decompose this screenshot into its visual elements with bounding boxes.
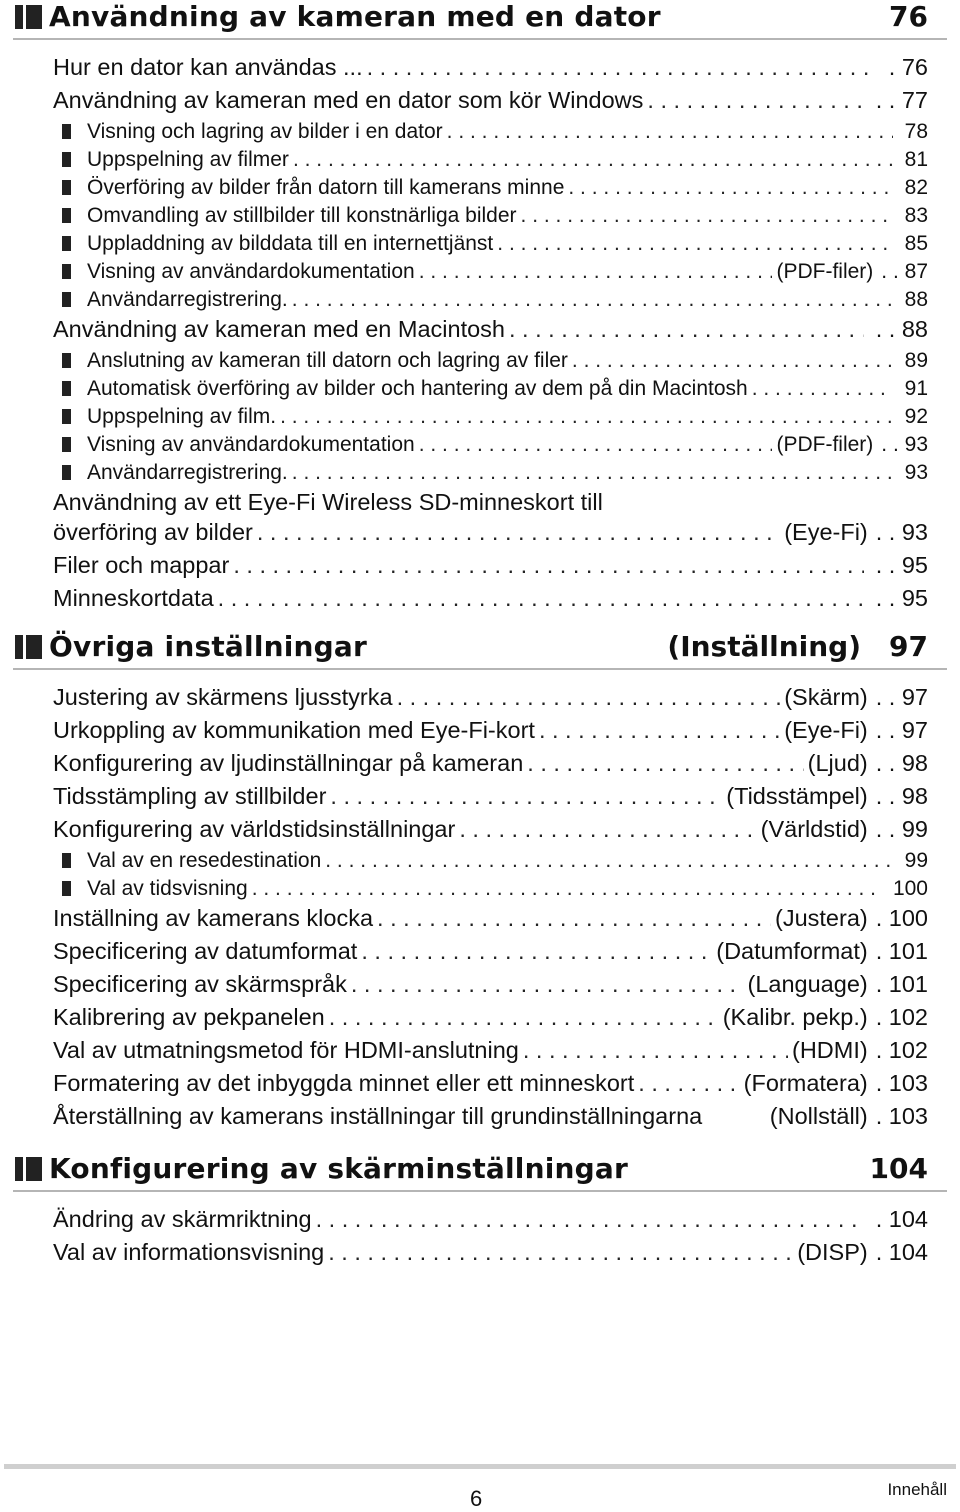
square-bullet-icon — [62, 465, 71, 480]
square-bullet-icon — [62, 381, 71, 396]
section-marker-icon — [15, 1157, 45, 1181]
dot-leader — [497, 232, 892, 256]
entry-label: Minneskortdata — [53, 585, 214, 611]
toc-subentry[interactable] — [53, 120, 928, 148]
section-title: Konfigurering av skärminställningar — [49, 1152, 629, 1185]
entry-note: (Eye-Fi) — [784, 717, 868, 743]
dot-leader — [521, 204, 893, 228]
toc-subentry[interactable] — [53, 204, 928, 232]
section-header — [13, 1152, 947, 1192]
entry-label: Val av en resedestination — [87, 849, 322, 872]
entry-label: Formatering av det inbyggda minnet eller ett minneskort — [53, 1070, 635, 1096]
entry-page-number: . . 95 — [875, 552, 928, 578]
entry-label: Kalibrering av pekpanelen — [53, 1004, 325, 1030]
entry-label: Användarregistrering. — [87, 461, 288, 484]
toc-subentry[interactable] — [53, 461, 928, 489]
dot-leader — [280, 405, 893, 429]
entry-page-number: . . 97 — [875, 684, 928, 710]
entry-label: Uppspelning av filmer — [87, 148, 289, 171]
entry-label: Uppspelning av film. — [87, 405, 277, 428]
entry-page-number: . 104 — [875, 1206, 928, 1232]
toc-entry[interactable] — [53, 750, 928, 783]
toc-entry-list — [0, 54, 960, 618]
toc-subentry[interactable] — [53, 288, 928, 316]
section-marker-bar — [15, 635, 23, 659]
dot-leader — [539, 717, 780, 744]
entry-page-number: . . 87 — [881, 260, 928, 283]
entry-label: Urkoppling av kommunikation med Eye-Fi-kort — [53, 717, 535, 743]
section-header — [13, 630, 947, 670]
entry-page-number: 78 — [904, 120, 928, 143]
square-bullet-icon — [62, 264, 71, 279]
dot-leader — [647, 87, 863, 114]
entry-label: Justering av skärmens ljusstyrka — [53, 684, 393, 710]
dot-leader — [447, 120, 893, 144]
square-bullet-icon — [62, 853, 71, 868]
toc-entry[interactable] — [53, 717, 928, 750]
entry-label: Hur en dator kan användas ... — [53, 54, 363, 80]
dot-leader — [361, 938, 712, 965]
entry-note: (Datumformat) — [716, 938, 868, 964]
dot-leader — [316, 1206, 864, 1233]
section-page-number: 104 — [869, 1152, 928, 1185]
entry-label: Konfigurering av ljudinställningar på kameran — [53, 750, 524, 776]
footer-section-label: Innehåll — [887, 1480, 947, 1499]
entry-label: Specificering av datumformat — [53, 938, 358, 964]
entry-note: (Skärm) — [784, 684, 868, 710]
square-bullet-icon — [62, 236, 71, 251]
toc-entry[interactable] — [53, 87, 928, 120]
footer-page-number: 6 — [470, 1486, 483, 1511]
dot-leader — [459, 816, 756, 843]
dot-leader — [292, 461, 893, 485]
entry-label: Ändring av skärmriktning — [53, 1206, 312, 1232]
section-page-number: 76 — [889, 0, 928, 33]
entry-page-number: 82 — [904, 176, 928, 199]
dot-leader — [367, 54, 877, 81]
toc-entry[interactable] — [53, 1206, 928, 1239]
entry-page-number: 99 — [904, 849, 928, 872]
entry-note: (PDF-filer) — [776, 433, 874, 456]
toc-entry[interactable] — [53, 1103, 928, 1136]
entry-line2 — [53, 519, 928, 552]
square-bullet-icon — [62, 353, 71, 368]
toc-entry-list — [0, 684, 960, 1136]
entry-label: Automatisk överföring av bilder och hantering av dem på din Macintosh — [87, 377, 748, 400]
section-note: (Inställning) — [667, 630, 861, 663]
toc-entry[interactable] — [53, 1037, 928, 1070]
entry-label: Anslutning av kameran till datorn och lagring av filer — [87, 349, 568, 372]
dot-leader — [218, 585, 864, 612]
toc-section-other-settings — [0, 630, 960, 1136]
entry-note: (Justera) — [775, 905, 868, 931]
entry-page-number: 92 — [904, 405, 928, 428]
toc-entry[interactable] — [53, 971, 928, 1004]
dot-leader — [328, 1239, 793, 1266]
entry-page-number: 88 — [904, 288, 928, 311]
dot-leader — [527, 750, 803, 777]
entry-label: Återställning av kamerans inställningar till grundinställningarna — [53, 1103, 703, 1129]
section-title: Övriga inställningar — [49, 630, 368, 663]
toc-subentry[interactable] — [53, 433, 928, 461]
entry-note: (Världstid) — [760, 816, 868, 842]
entry-label: Val av informationsvisning — [53, 1239, 325, 1265]
dot-leader — [330, 783, 722, 810]
entry-note: (Ljud) — [807, 750, 868, 776]
entry-page-number: 100 — [892, 877, 928, 900]
entry-page-number: . 101 — [875, 971, 928, 997]
toc-entry[interactable] — [53, 552, 928, 585]
section-title: Användning av kameran med en dator — [49, 0, 661, 33]
entry-page-number: . 103 — [875, 1103, 928, 1129]
entry-page-number: 81 — [904, 148, 928, 171]
dot-leader — [233, 552, 863, 579]
toc-section-screen-settings — [0, 1152, 960, 1272]
entry-page-number: . 104 — [875, 1239, 928, 1265]
entry-note: (Formatera) — [743, 1070, 868, 1096]
entry-note: (DISP) — [797, 1239, 868, 1265]
section-marker-block — [26, 1157, 42, 1181]
dot-leader — [419, 260, 773, 284]
entry-label: Tidsstämpling av stillbilder — [53, 783, 327, 809]
dot-leader — [252, 877, 881, 901]
entry-label: Användning av kameran med en Macintosh — [53, 316, 505, 342]
entry-page-number: 89 — [904, 349, 928, 372]
entry-page-number: 93 — [904, 461, 928, 484]
section-page-number: 97 — [889, 630, 928, 663]
square-bullet-icon — [62, 208, 71, 223]
section-marker-block — [26, 5, 42, 29]
dot-leader — [397, 684, 781, 711]
square-bullet-icon — [62, 409, 71, 424]
dot-leader — [292, 288, 893, 312]
square-bullet-icon — [62, 437, 71, 452]
entry-label: Visning av användardokumentation — [87, 433, 415, 456]
toc-entry-list — [0, 1206, 960, 1272]
dot-leader — [419, 433, 773, 457]
entry-page-number: . . 88 — [875, 316, 928, 342]
entry-note: (Kalibr. pekp.) — [722, 1004, 868, 1030]
entry-label: Uppladdning av bilddata till en internettjänst — [87, 232, 494, 255]
entry-note: (HDMI) — [792, 1037, 868, 1063]
entry-page-number: 91 — [904, 377, 928, 400]
toc-subentry[interactable] — [53, 148, 928, 176]
toc-entry[interactable] — [53, 585, 928, 618]
entry-label: Omvandling av stillbilder till konstnärliga bilder — [87, 204, 517, 227]
toc-subentry[interactable] — [53, 349, 928, 377]
toc-subentry[interactable] — [53, 176, 928, 204]
entry-page-number: 83 — [904, 204, 928, 227]
entry-label-line1: Användning av ett Eye-Fi Wireless SD-minneskort till — [53, 489, 603, 515]
entry-page-number: . . 98 — [875, 783, 928, 809]
toc-subentry[interactable] — [53, 877, 928, 905]
dot-leader — [293, 148, 893, 172]
toc-entry[interactable] — [53, 1004, 928, 1037]
entry-page-number: . 102 — [875, 1037, 928, 1063]
entry-page-number: . 76 — [888, 54, 928, 80]
toc-entry[interactable] — [53, 783, 928, 816]
toc-entry[interactable] — [53, 816, 928, 849]
entry-label: Konfigurering av världstidsinställningar — [53, 816, 456, 842]
square-bullet-icon — [62, 152, 71, 167]
dot-leader — [509, 316, 864, 343]
dot-leader — [325, 849, 892, 873]
entry-note: (Nollställ) — [769, 1103, 868, 1129]
entry-label: Filer och mappar — [53, 552, 230, 578]
entry-page-number: . . 98 — [875, 750, 928, 776]
entry-label: Överföring av bilder från datorn till kamerans minne — [87, 176, 565, 199]
toc-subentry[interactable] — [53, 405, 928, 433]
square-bullet-icon — [62, 292, 71, 307]
entry-label: Val av utmatningsmetod för HDMI-anslutning — [53, 1037, 519, 1063]
entry-label: Användarregistrering. — [87, 288, 288, 311]
entry-page-number: . . 93 — [875, 519, 928, 545]
entry-page-number: 85 — [904, 232, 928, 255]
footer-divider — [4, 1464, 956, 1469]
toc-entry[interactable] — [53, 938, 928, 971]
toc-entry[interactable] — [53, 54, 928, 87]
entry-label: Visning och lagring av bilder i en dator — [87, 120, 443, 143]
dot-leader — [752, 377, 893, 401]
entry-label: Användning av kameran med en dator som kör Windows — [53, 87, 644, 113]
toc-entry[interactable] — [53, 1070, 928, 1103]
entry-page-number: . . 93 — [881, 433, 928, 456]
entry-note: (Tidsstämpel) — [726, 783, 868, 809]
dot-leader — [568, 176, 892, 200]
entry-label: överföring av bilder — [53, 519, 253, 545]
entry-label: Inställning av kamerans klocka — [53, 905, 374, 931]
entry-page-number: . . 99 — [875, 816, 928, 842]
entry-page-number: . . 95 — [875, 585, 928, 611]
entry-page-number: . 102 — [875, 1004, 928, 1030]
toc-section-computer — [0, 0, 960, 618]
toc-entry[interactable] — [53, 316, 928, 349]
toc-entry[interactable] — [53, 905, 928, 938]
section-marker-icon — [15, 635, 45, 659]
entry-page-number: . 100 — [875, 905, 928, 931]
entry-note: (PDF-filer) — [776, 260, 874, 283]
section-marker-bar — [15, 1157, 23, 1181]
dot-leader — [351, 971, 744, 998]
dot-leader — [638, 1070, 739, 1097]
entry-page-number: . 103 — [875, 1070, 928, 1096]
entry-note: (Eye-Fi) — [784, 519, 868, 545]
entry-page-number: . . 97 — [875, 717, 928, 743]
section-marker-block — [26, 635, 42, 659]
square-bullet-icon — [62, 124, 71, 139]
toc-entry[interactable] — [53, 489, 928, 552]
square-bullet-icon — [62, 881, 71, 896]
entry-label: Val av tidsvisning — [87, 877, 248, 900]
toc-subentry[interactable] — [53, 849, 928, 877]
entry-label: Visning av användardokumentation — [87, 260, 415, 283]
dot-leader — [329, 1004, 719, 1031]
toc-entry[interactable] — [53, 1239, 928, 1272]
toc-subentry[interactable] — [53, 377, 928, 405]
square-bullet-icon — [62, 180, 71, 195]
section-marker-bar — [15, 5, 23, 29]
toc-subentry[interactable] — [53, 260, 928, 288]
section-marker-icon — [15, 5, 45, 29]
dot-leader — [257, 519, 780, 546]
dot-leader — [572, 349, 893, 373]
dot-leader — [377, 905, 771, 932]
entry-page-number: . 101 — [875, 938, 928, 964]
entry-note: (Language) — [747, 971, 868, 997]
entry-label: Specificering av skärmspråk — [53, 971, 347, 997]
dot-leader — [523, 1037, 788, 1064]
toc-entry[interactable] — [53, 684, 928, 717]
toc-subentry[interactable] — [53, 232, 928, 260]
entry-page-number: . . 77 — [875, 87, 928, 113]
section-header — [13, 0, 947, 40]
